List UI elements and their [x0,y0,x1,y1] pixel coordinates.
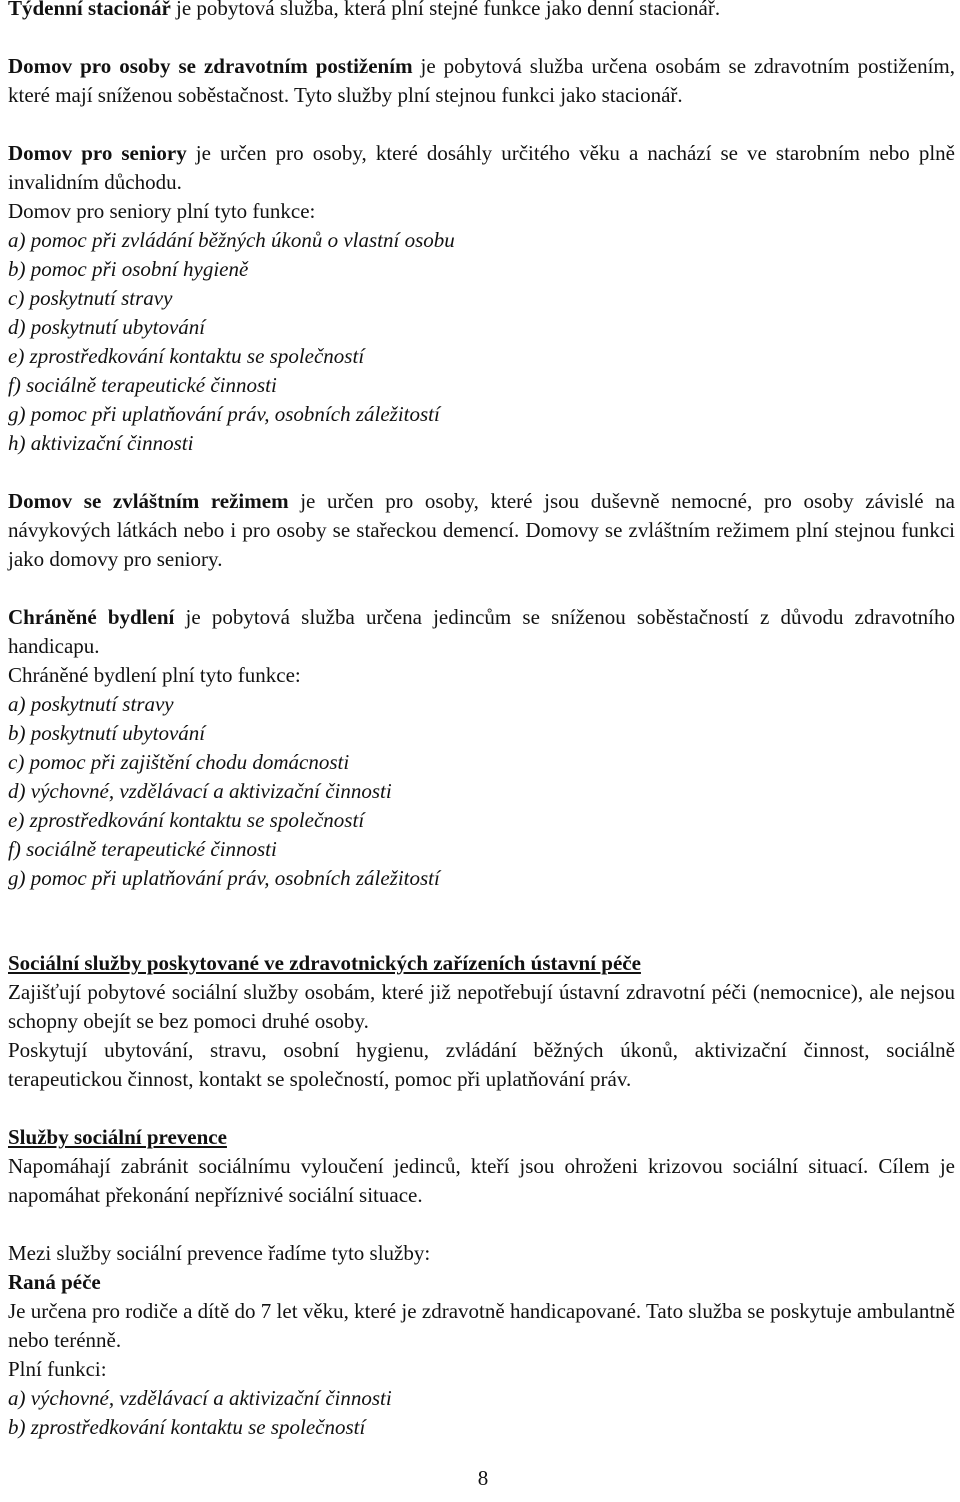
list-item: b) poskytnutí ubytování [8,721,206,745]
list-item: g) pomoc při uplatňování práv, osobních záležitostí [8,866,440,890]
list-item: c) pomoc při zajištění chodu domácnosti [8,750,350,774]
list-item: a) výchovné, vzdělávací a aktivizační činnosti [8,1386,392,1410]
term-title: Chráněné bydlení [8,605,175,629]
list-intro: Plní funkci: [8,1357,107,1381]
list-item: g) pomoc při uplatňování práv, osobních záležitostí [8,402,440,426]
paragraph-prevention-intro: Mezi služby sociální prevence řadíme tyto služby: [8,1241,431,1265]
list-item: h) aktivizační činnosti [8,431,194,455]
paragraph-text: je pobytová služba, která plní stejné funkce jako denní stacionář. [170,0,721,20]
paragraph-institutional-care-2: Poskytují ubytování, stravu, osobní hygienu, zvládání běžných úkonů, aktivizační činnost, sociálně terapeutickou činnost, kontakt se společností, pomoc při uplatňování práv. [8,1038,955,1091]
early-care-functions-list [8,1384,955,1442]
paragraph-special-regime-home [8,487,955,574]
term-title: Domov pro seniory [8,141,187,165]
term-title: Týdenní stacionář [8,0,171,20]
paragraph-senior-home [8,139,955,197]
list-item: c) poskytnutí stravy [8,286,173,310]
page-number: 8 [477,1466,489,1490]
paragraph-text: je pobytová služba určena osobám se zdravotním postižením, které mají sníženou soběstačnost. Tyto služby plní stejnou funkci jako stacionář. [8,54,955,107]
paragraph-protected-housing [8,603,955,661]
list-intro: Domov pro seniory plní tyto funkce: [8,199,316,223]
list-intro: Chráněné bydlení plní tyto funkce: [8,663,301,687]
sub-heading-early-care [8,1268,955,1297]
paragraph-text: je určen pro osoby, které jsou duševně nemocné, pro osoby závislé na návykových látkách nebo i pro osoby se stařeckou demencí. Domovy se zvláštním režimem plní stejnou funkci jako domovy pro seniory. [8,489,955,571]
paragraph-social-prevention: Napomáhají zabránit sociálnímu vyloučení jedinců, kteří jsou ohroženi krizovou sociální situací. Cílem je napomáhat překonání nepříznivé sociální situace. [8,1154,955,1207]
list-item: e) zprostředkování kontaktu se společností [8,344,365,368]
list-item: a) poskytnutí stravy [8,692,174,716]
list-item: b) pomoc při osobní hygieně [8,257,249,281]
paragraph-disability-home [8,52,955,110]
list-item: a) pomoc při zvládání běžných úkonů o vlastní osobu [8,228,455,252]
paragraph-text: je pobytová služba určena jedincům se sníženou soběstačností z důvodu zdravotního handicapu. [8,605,955,658]
section-heading-institutional-care: Sociální služby poskytované ve zdravotnických zařízeních ústavní péče [8,951,641,975]
senior-home-functions-list [8,226,955,458]
paragraph-early-care: Je určena pro rodiče a dítě do 7 let věku, které je zdravotně handicapované. Tato služba se poskytuje ambulantně nebo terénně. [8,1299,955,1352]
list-item: b) zprostředkování kontaktu se společností [8,1415,366,1439]
term-title: Domov pro osoby se zdravotním postižením [8,54,413,78]
list-item: e) zprostředkování kontaktu se společností [8,808,365,832]
list-item: f) sociálně terapeutické činnosti [8,373,277,397]
document-page [8,0,955,1442]
paragraph-institutional-care-1: Zajišťují pobytové sociální služby osobám, které již nepotřebují ústavní zdravotní péči (nemocnice), ale nejsou schopny obejít se bez pomoci druhé osoby. [8,980,955,1033]
list-item: f) sociálně terapeutické činnosti [8,837,277,861]
list-item: d) výchovné, vzdělávací a aktivizační činnosti [8,779,392,803]
section-heading-social-prevention: Služby sociální prevence [8,1125,227,1149]
term-title: Domov se zvláštním režimem [8,489,289,513]
sub-heading-text: Raná péče [8,1270,101,1294]
list-item: d) poskytnutí ubytování [8,315,206,339]
paragraph-text: je určen pro osoby, které dosáhly určitého věku a nachází se ve starobním nebo plně invalidním důchodu. [8,141,955,194]
paragraph-weekly-stacionar [8,0,955,23]
protected-housing-functions-list [8,690,955,893]
